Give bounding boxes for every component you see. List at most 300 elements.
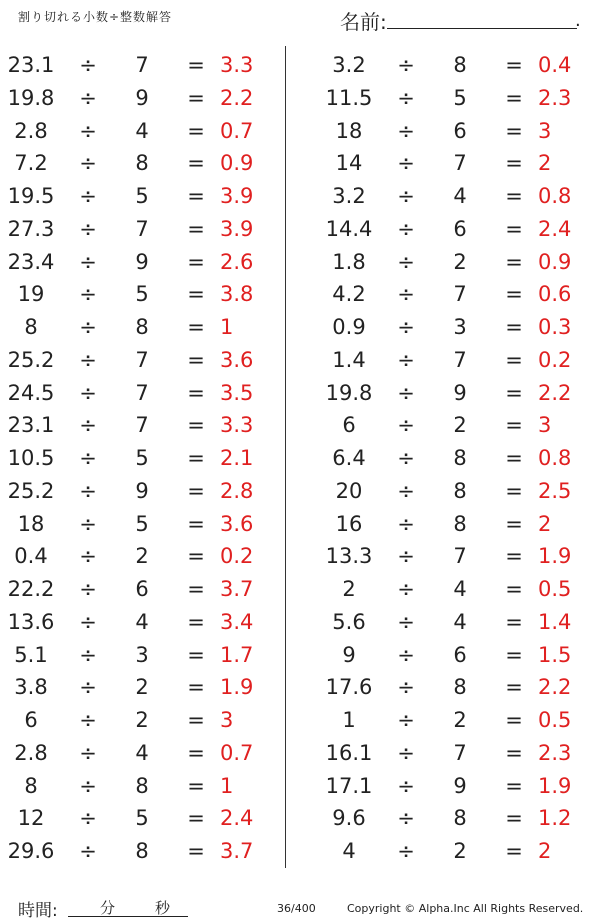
divisor: 8 [135,315,149,339]
divisor: 5 [135,184,149,208]
divide-sign: ÷ [79,446,97,470]
problem-row [318,442,600,475]
equals-sign: = [187,511,205,536]
answer: 0.5 [538,708,572,732]
divide-sign: ÷ [79,151,97,176]
equals-sign: = [187,216,205,241]
problem-row [0,278,290,311]
divide-sign: ÷ [79,282,97,307]
problem-row [318,671,600,704]
divisor: 4 [453,577,467,601]
equals-sign: = [187,118,205,143]
answer: 1.7 [220,642,254,667]
divide-sign: ÷ [79,380,97,405]
divisor: 7 [453,740,467,765]
equals-sign: = [187,577,205,601]
divisor: 2 [135,708,149,732]
problem-row [318,409,600,442]
divide-sign: ÷ [79,577,97,601]
problem-row [318,737,600,770]
answer: 3 [538,118,552,143]
dividend: 13.3 [325,544,373,569]
answer: 0.8 [538,446,572,470]
dividend: 18 [17,511,45,536]
problem-row [0,344,290,377]
seconds-label: 秒 [155,899,171,917]
dividend: 19.8 [325,380,373,405]
answer: 3.4 [220,609,254,634]
divisor: 7 [135,380,149,405]
divide-sign: ÷ [397,511,415,536]
dividend: 0.4 [14,544,48,569]
divisor: 8 [135,773,149,798]
divide-sign: ÷ [397,577,415,601]
problem-row [318,639,600,672]
divide-sign: ÷ [79,609,97,634]
equals-sign: = [187,249,205,274]
equals-sign: = [187,184,205,208]
divisor: 7 [453,282,467,307]
page-number: 36/400 [277,902,316,915]
divisor: 8 [135,839,149,863]
problem-row [0,311,290,344]
divisor: 5 [135,446,149,470]
problem-row [0,704,290,737]
equals-sign: = [187,609,205,634]
divisor: 2 [135,544,149,569]
dividend: 3.2 [332,184,366,208]
problem-row [318,115,600,148]
dividend: 6 [24,708,38,732]
column-divider [285,46,286,868]
divisor: 7 [453,347,467,372]
divide-sign: ÷ [79,806,97,831]
problem-row [0,442,290,475]
equals-sign: = [505,577,523,601]
answer: 3.9 [220,216,254,241]
answer: 2 [538,151,552,176]
divide-sign: ÷ [79,53,97,77]
equals-sign: = [505,249,523,274]
equals-sign: = [187,53,205,77]
divisor: 4 [135,609,149,634]
equals-sign: = [505,806,523,831]
divide-sign: ÷ [79,118,97,143]
divisor: 9 [453,773,467,798]
equals-sign: = [187,642,205,667]
answer: 1 [220,773,234,798]
divide-sign: ÷ [397,544,415,569]
divisor: 6 [453,216,467,241]
answer: 1 [220,315,234,339]
dividend: 12 [17,806,45,831]
answer: 2.8 [220,478,254,503]
problem-row [0,508,290,541]
dividend: 23.1 [7,413,55,438]
divisor: 7 [135,53,149,77]
divisor: 7 [453,151,467,176]
equals-sign: = [187,773,205,798]
answer: 1.5 [538,642,572,667]
equals-sign: = [187,347,205,372]
equals-sign: = [505,151,523,176]
dividend: 25.2 [7,478,55,503]
answer: 2.5 [538,478,572,503]
answer: 2.2 [538,380,572,405]
divide-sign: ÷ [79,740,97,765]
answer: 3.8 [220,282,254,307]
divisor: 8 [135,151,149,176]
divide-sign: ÷ [79,839,97,863]
divide-sign: ÷ [79,511,97,536]
equals-sign: = [505,642,523,667]
dividend: 23.1 [7,53,55,77]
dividend: 4 [342,839,356,863]
equals-sign: = [505,315,523,339]
divide-sign: ÷ [397,609,415,634]
worksheet-title: 割り切れる小数÷整数解答 [18,10,173,24]
divide-sign: ÷ [79,249,97,274]
divisor: 7 [453,544,467,569]
problem-row [318,213,600,246]
divide-sign: ÷ [397,118,415,143]
divisor: 5 [135,806,149,831]
answer: 3.3 [220,53,254,77]
divide-sign: ÷ [397,282,415,307]
divide-sign: ÷ [79,675,97,700]
dividend: 9 [342,642,356,667]
equals-sign: = [505,184,523,208]
equals-sign: = [505,773,523,798]
equals-sign: = [187,740,205,765]
divide-sign: ÷ [397,249,415,274]
answer: 2.3 [538,740,572,765]
dividend: 5.6 [332,609,366,634]
problem-row [0,835,290,868]
divide-sign: ÷ [397,380,415,405]
divide-sign: ÷ [397,347,415,372]
divisor: 5 [135,282,149,307]
divisor: 6 [453,642,467,667]
divide-sign: ÷ [397,740,415,765]
problem-row [318,377,600,410]
answer: 3.5 [220,380,254,405]
divisor: 2 [453,413,467,438]
problem-row [0,213,290,246]
problem-row [0,115,290,148]
divide-sign: ÷ [397,708,415,732]
equals-sign: = [187,282,205,307]
divide-sign: ÷ [397,478,415,503]
divide-sign: ÷ [397,413,415,438]
equals-sign: = [505,85,523,110]
divide-sign: ÷ [79,216,97,241]
divide-sign: ÷ [79,773,97,798]
problem-row [0,180,290,213]
answer: 2 [538,839,552,863]
problems-left-column [0,49,290,868]
problem-row [318,278,600,311]
answer: 2.2 [538,675,572,700]
problem-row [318,770,600,803]
problems-right-column [318,49,600,868]
problem-row [318,508,600,541]
equals-sign: = [187,446,205,470]
divisor: 3 [453,315,467,339]
divisor: 4 [453,184,467,208]
dividend: 6 [342,413,356,438]
problem-row [318,835,600,868]
equals-sign: = [187,806,205,831]
problem-row [318,573,600,606]
dividend: 24.5 [7,380,55,405]
answer: 2.1 [220,446,254,470]
answer: 1.9 [538,544,572,569]
divisor: 2 [135,675,149,700]
divide-sign: ÷ [79,413,97,438]
answer: 2.6 [220,249,254,274]
dividend: 3.2 [332,53,366,77]
equals-sign: = [187,839,205,863]
divide-sign: ÷ [79,347,97,372]
problem-row [0,377,290,410]
equals-sign: = [505,478,523,503]
dividend: 13.6 [7,609,55,634]
dividend: 16.1 [325,740,373,765]
divisor: 5 [453,85,467,110]
dividend: 1 [342,708,356,732]
answer: 0.3 [538,315,572,339]
answer: 2.2 [220,85,254,110]
problem-row [0,606,290,639]
problem-row [0,802,290,835]
problem-row [318,147,600,180]
answer: 0.6 [538,282,572,307]
divisor: 6 [135,577,149,601]
equals-sign: = [187,413,205,438]
dividend: 6.4 [332,446,366,470]
answer: 0.2 [220,544,254,569]
divisor: 7 [135,413,149,438]
answer: 3.7 [220,577,254,601]
answer: 0.2 [538,347,572,372]
divisor: 4 [135,118,149,143]
divisor: 8 [453,806,467,831]
problem-row [0,737,290,770]
equals-sign: = [187,478,205,503]
divisor: 4 [135,740,149,765]
problem-row [318,246,600,279]
dividend: 14.4 [325,216,373,241]
dividend: 20 [335,478,363,503]
copyright-text: Copyright © Alpha.Inc All Rights Reserved. [347,902,584,915]
problem-row [0,639,290,672]
divide-sign: ÷ [79,315,97,339]
answer: 0.8 [538,184,572,208]
dividend: 8 [24,315,38,339]
dividend: 10.5 [7,446,55,470]
dividend: 19.8 [7,85,55,110]
equals-sign: = [505,216,523,241]
divide-sign: ÷ [397,216,415,241]
dividend: 3.8 [14,675,48,700]
divisor: 2 [453,249,467,274]
divisor: 7 [135,216,149,241]
divisor: 9 [135,85,149,110]
answer: 2.4 [538,216,572,241]
divide-sign: ÷ [397,839,415,863]
divisor: 8 [453,53,467,77]
divisor: 8 [453,478,467,503]
problem-row [318,540,600,573]
dividend: 7.2 [14,151,48,176]
equals-sign: = [505,511,523,536]
dividend: 8 [24,773,38,798]
answer: 3.7 [220,839,254,863]
problem-row [318,180,600,213]
divisor: 8 [453,511,467,536]
answer: 3 [220,708,234,732]
divisor: 9 [135,478,149,503]
dividend: 2.8 [14,118,48,143]
dividend: 25.2 [7,347,55,372]
answer: 2.4 [220,806,254,831]
dividend: 5.1 [14,642,48,667]
dividend: 2 [342,577,356,601]
dividend: 4.2 [332,282,366,307]
divisor: 7 [135,347,149,372]
problem-row [318,344,600,377]
name-label: 名前: [340,10,387,34]
equals-sign: = [187,85,205,110]
divisor: 5 [135,511,149,536]
answer: 3.3 [220,413,254,438]
equals-sign: = [505,446,523,470]
answer: 1.9 [538,773,572,798]
dividend: 17.6 [325,675,373,700]
problem-row [318,802,600,835]
equals-sign: = [505,380,523,405]
problem-row [0,770,290,803]
answer: 2.3 [538,85,572,110]
divide-sign: ÷ [79,642,97,667]
problem-row [318,311,600,344]
answer: 2 [538,511,552,536]
answer: 0.9 [538,249,572,274]
dividend: 11.5 [325,85,373,110]
equals-sign: = [187,380,205,405]
time-label: 時間: [18,901,58,921]
equals-sign: = [505,413,523,438]
problem-row [0,147,290,180]
divide-sign: ÷ [397,806,415,831]
equals-sign: = [505,544,523,569]
dividend: 22.2 [7,577,55,601]
answer: 1.4 [538,609,572,634]
problem-row [318,49,600,82]
divide-sign: ÷ [397,151,415,176]
problem-row [0,475,290,508]
equals-sign: = [505,53,523,77]
equals-sign: = [505,675,523,700]
equals-sign: = [187,151,205,176]
problem-row [0,573,290,606]
divisor: 3 [135,642,149,667]
answer: 1.2 [538,806,572,831]
equals-sign: = [505,839,523,863]
equals-sign: = [187,675,205,700]
divide-sign: ÷ [79,708,97,732]
answer: 0.7 [220,740,254,765]
dividend: 19 [17,282,45,307]
problem-row [0,246,290,279]
minutes-label: 分 [100,899,116,917]
divisor: 8 [453,446,467,470]
dividend: 18 [335,118,363,143]
problem-row [318,82,600,115]
divisor: 9 [135,249,149,274]
divide-sign: ÷ [79,184,97,208]
problem-row [318,475,600,508]
divide-sign: ÷ [397,642,415,667]
equals-sign: = [187,315,205,339]
divide-sign: ÷ [397,53,415,77]
equals-sign: = [505,347,523,372]
dividend: 1.4 [332,347,366,372]
divisor: 2 [453,708,467,732]
divide-sign: ÷ [397,184,415,208]
dividend: 29.6 [7,839,55,863]
equals-sign: = [187,708,205,732]
divide-sign: ÷ [397,675,415,700]
dividend: 9.6 [332,806,366,831]
divide-sign: ÷ [397,315,415,339]
answer: 3.6 [220,511,254,536]
divide-sign: ÷ [397,773,415,798]
problem-row [0,82,290,115]
divide-sign: ÷ [397,446,415,470]
answer: 3.9 [220,184,254,208]
name-underline [387,28,577,29]
answer: 0.7 [220,118,254,143]
divide-sign: ÷ [79,85,97,110]
answer: 0.5 [538,577,572,601]
dividend: 16 [335,511,363,536]
problem-row [0,49,290,82]
equals-sign: = [505,740,523,765]
problem-row [0,540,290,573]
name-suffix: . [575,10,581,31]
dividend: 19.5 [7,184,55,208]
answer: 3.6 [220,347,254,372]
answer: 3 [538,413,552,438]
divide-sign: ÷ [397,85,415,110]
dividend: 2.8 [14,740,48,765]
equals-sign: = [505,708,523,732]
divisor: 6 [453,118,467,143]
divisor: 4 [453,609,467,634]
problem-row [318,606,600,639]
problem-row [0,671,290,704]
equals-sign: = [505,282,523,307]
problem-row [318,704,600,737]
answer: 1.9 [220,675,254,700]
divisor: 2 [453,839,467,863]
problem-row [0,409,290,442]
divide-sign: ÷ [79,544,97,569]
equals-sign: = [505,118,523,143]
answer: 0.4 [538,53,572,77]
